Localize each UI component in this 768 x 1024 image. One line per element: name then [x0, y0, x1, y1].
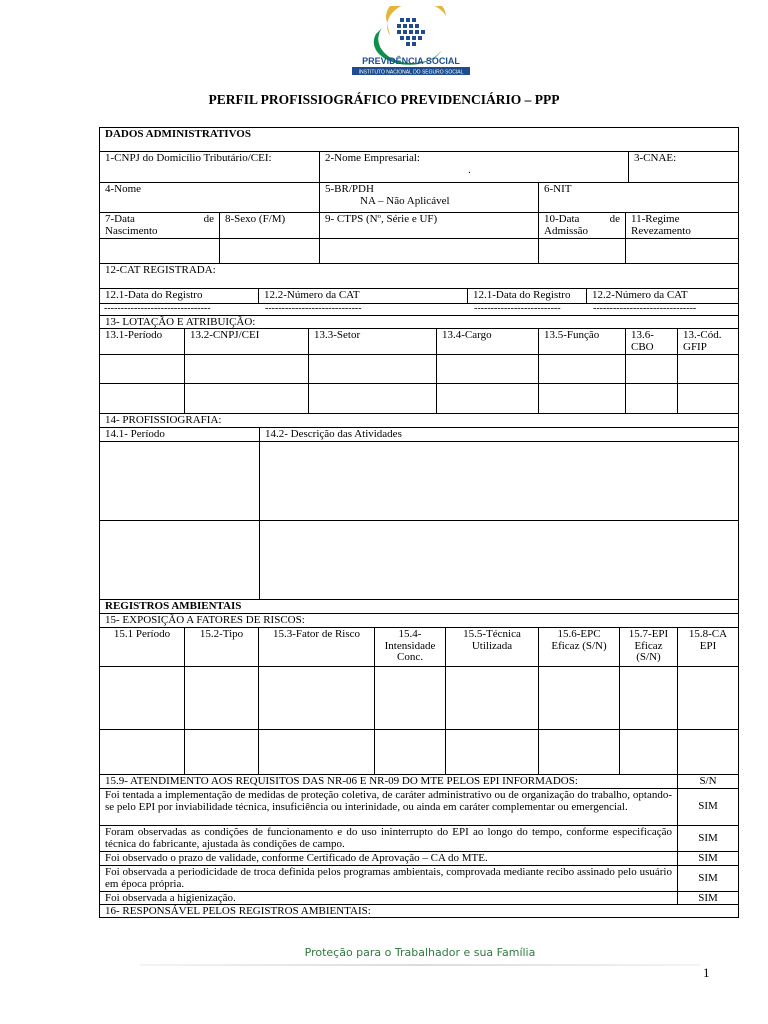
document-title: PERFIL PROFISSIOGRÁFICO PREVIDENCIÁRIO – PPP	[208, 92, 560, 107]
requirement-replacement-periodicity: Foi observada a periodicidade de troca definida pelos programas ambientais, comprovada mediante recibo assinado pelo usuário em época própria.	[99, 865, 678, 892]
lotacao-input-cell[interactable]	[308, 354, 437, 384]
lotacao-input-cell[interactable]	[436, 383, 539, 414]
br-pdh-label: 5-BR/PDH	[325, 183, 374, 195]
nit-label: 6-NIT	[544, 183, 572, 195]
epi-ca-label	[677, 627, 739, 667]
lotacao-cbo-label	[625, 328, 678, 355]
cat-number-label-1: 12.2-Número da CAT	[258, 288, 468, 304]
shift-regime-label-cell	[625, 212, 739, 239]
risk-factor-label: 15.3-Fator de Risco	[258, 627, 375, 667]
logo-emblem-icon	[346, 6, 476, 78]
epi-effective-label-a: 15.7-EPI	[628, 628, 669, 640]
lotacao-input-cell[interactable]	[99, 354, 185, 384]
page-number: 1	[703, 965, 710, 980]
lotacao-input-cell[interactable]	[436, 354, 539, 384]
lotacao-input-cell[interactable]	[677, 383, 739, 414]
birth-date-label-c: Nascimento	[105, 224, 158, 237]
requirement-answer-3[interactable]: SIM	[677, 851, 739, 866]
risk-input-cell[interactable]	[374, 729, 446, 775]
cat-number-blank-2: -------------------------------	[593, 303, 697, 314]
epi-ca-label-b: EPI	[699, 639, 717, 652]
admission-date-label-c: Admissão	[544, 224, 588, 237]
logo-main-text: PREVIDÊNCIA SOCIAL	[362, 56, 460, 66]
cat-date-blank-1: --------------------------------	[104, 303, 211, 314]
epi-effective-label	[619, 627, 678, 667]
lotacao-input-cell[interactable]	[625, 383, 678, 414]
ctps-label: 9- CTPS (Nº, Série e UF)	[325, 213, 438, 225]
ctps-input[interactable]	[319, 238, 539, 264]
cnae-label: 3-CNAE:	[634, 152, 677, 164]
previdencia-logo	[346, 6, 476, 78]
risk-input-cell[interactable]	[538, 666, 620, 730]
nit-field[interactable]	[538, 182, 739, 213]
birth-date-label-b: de	[203, 213, 214, 225]
lotacao-position-label: 13.4-Cargo	[436, 328, 539, 355]
activities-description-input[interactable]	[259, 441, 739, 521]
lotacao-gfip-label	[677, 328, 739, 355]
risk-input-cell[interactable]	[99, 666, 185, 730]
lotacao-gfip-label-a: 13.-Cód.	[683, 329, 722, 341]
epi-ca-label-a: 15.8-CA	[688, 628, 728, 640]
name-field[interactable]	[99, 182, 320, 213]
risk-input-cell[interactable]	[184, 729, 259, 775]
risk-input-cell[interactable]	[619, 729, 678, 775]
risk-technique-label	[445, 627, 539, 667]
cnpj-label: 1-CNPJ do Domicílio Tributário/CEI:	[105, 152, 272, 164]
epc-effective-label	[538, 627, 620, 667]
sn-column-label: S/N	[677, 774, 739, 789]
risk-period-label: 15.1 Período	[99, 627, 185, 667]
company-name-field[interactable]	[319, 151, 629, 183]
admin-section-header: DADOS ADMINISTRATIVOS	[99, 127, 739, 152]
risk-intensity-label	[374, 627, 446, 667]
requirement-answer-4[interactable]: SIM	[677, 865, 739, 892]
epc-effective-label-b: Eficaz (S/N)	[551, 639, 607, 652]
risk-input-cell[interactable]	[619, 666, 678, 730]
lotacao-cnpj-label: 13.2-CNPJ/CEI	[184, 328, 309, 355]
requirement-answer-5[interactable]: SIM	[677, 891, 739, 905]
risk-input-cell[interactable]	[445, 666, 539, 730]
risk-input-cell[interactable]	[99, 729, 185, 775]
risk-intensity-label-b: Intensidade	[384, 639, 436, 652]
activities-description-label: 14.2- Descrição das Atividades	[259, 427, 739, 442]
footer-slogan: Proteção para o Trabalhador e sua Família	[304, 946, 536, 959]
activities-description-input[interactable]	[259, 520, 739, 600]
br-pdh-field[interactable]	[319, 182, 539, 213]
lotacao-cbo-label-b: CBO	[631, 340, 654, 353]
requirement-operating-conditions: Foram observadas as condições de funcionamento e do uso ininterrupto do EPI ao longo do tempo, conforme especificação técnica do fabricante, ajustada às condições de campo.	[99, 825, 678, 852]
cnpj-field[interactable]	[99, 151, 320, 183]
environmental-section-header: REGISTROS AMBIENTAIS	[99, 599, 739, 614]
risk-intensity-label-c: Conc.	[397, 651, 423, 663]
risk-intensity-label-a: 15.4-	[398, 628, 422, 640]
birth-date-label-cell	[99, 212, 220, 239]
risk-input-cell[interactable]	[677, 729, 739, 775]
company-name-value: .	[468, 164, 471, 176]
lotacao-input-cell[interactable]	[184, 354, 309, 384]
risk-exposure-header: 15- EXPOSIÇÃO A FATORES DE RISCOS:	[99, 613, 739, 628]
shift-regime-label-a: 11-Regime	[631, 213, 680, 225]
logo-sub-text: INSTITUTO NACIONAL DO SEGURO SOCIAL	[358, 69, 464, 76]
sex-label: 8-Sexo (F/M)	[225, 213, 286, 225]
lotacao-gfip-label-b: GFIP	[683, 340, 707, 353]
lotacao-section-header: 13- LOTAÇÃO E ATRIBUIÇÃO:	[99, 315, 739, 329]
lotacao-period-label: 13.1-Período	[99, 328, 185, 355]
admission-date-label-a: 10-Data	[544, 213, 580, 225]
risk-technique-label-a: 15.5-Técnica	[463, 628, 521, 640]
birth-date-input[interactable]	[99, 238, 220, 264]
risk-input-cell[interactable]	[445, 729, 539, 775]
cat-registration-date-label-2: 12.1-Data do Registro	[467, 288, 587, 304]
profissiografia-period-input[interactable]	[99, 441, 260, 521]
risk-input-cell[interactable]	[374, 666, 446, 730]
name-label: 4-Nome	[105, 183, 142, 195]
lotacao-function-label: 13.5-Função	[538, 328, 626, 355]
epi-effective-label-c: (S/N)	[636, 651, 661, 663]
ctps-label-cell	[319, 212, 539, 239]
sex-input[interactable]	[219, 238, 320, 264]
admission-date-label-b: de	[609, 213, 620, 225]
ppp-form	[99, 127, 739, 918]
risk-technique-label-b: Utilizada	[471, 639, 513, 652]
lotacao-input-cell[interactable]	[538, 354, 626, 384]
sex-label-cell	[219, 212, 320, 239]
cnae-field[interactable]	[628, 151, 739, 183]
lotacao-input-cell[interactable]	[677, 354, 739, 384]
lotacao-input-cell[interactable]	[184, 383, 309, 414]
lotacao-input-cell[interactable]	[625, 354, 678, 384]
requirement-answer-2[interactable]: SIM	[677, 825, 739, 852]
lotacao-input-cell[interactable]	[308, 383, 437, 414]
shift-regime-label-b: Revezamento	[631, 224, 691, 237]
profissiografia-period-label: 14.1- Período	[99, 427, 260, 442]
risk-input-cell[interactable]	[677, 666, 739, 730]
risk-input-cell[interactable]	[184, 666, 259, 730]
lotacao-input-cell[interactable]	[538, 383, 626, 414]
epc-effective-label-a: 15.6-EPC	[557, 628, 601, 640]
birth-date-label-a: 7-Data	[105, 213, 135, 225]
cat-number-blank-1: -----------------------------	[265, 303, 362, 314]
epi-effective-label-b: Eficaz	[634, 639, 663, 652]
lotacao-cbo-label-a: 13.6-	[631, 329, 654, 341]
admission-date-label-cell	[538, 212, 626, 239]
cat-registration-date-label-1: 12.1-Data do Registro	[99, 288, 259, 304]
risk-input-cell[interactable]	[538, 729, 620, 775]
requirement-hygiene: Foi observada a higienização.	[99, 891, 678, 905]
requirement-collective-protection: Foi tentada a implementação de medidas de proteção coletiva, de caráter administrativo ou de organização do trabalho, optando-se pelo EPI por inviabilidade técnica, insuficiência ou interinidade, ou ainda em caráter complementar ou emergencial.	[99, 788, 678, 826]
profissiografia-period-input[interactable]	[99, 520, 260, 600]
cat-number-label-2: 12.2-Número da CAT	[586, 288, 739, 304]
risk-type-label: 15.2-Tipo	[184, 627, 259, 667]
requirement-answer-1[interactable]: SIM	[677, 788, 739, 826]
lotacao-sector-label: 13.3-Setor	[308, 328, 437, 355]
risk-input-cell[interactable]	[258, 729, 375, 775]
cat-section-header: 12-CAT REGISTRADA:	[99, 263, 739, 289]
risk-input-cell[interactable]	[258, 666, 375, 730]
profissiografia-section-header: 14- PROFISSIOGRAFIA:	[99, 413, 739, 428]
shift-regime-input[interactable]	[625, 238, 739, 264]
br-pdh-value: NA – Não Aplicável	[360, 194, 450, 207]
admission-date-input[interactable]	[538, 238, 626, 264]
company-name-label: 2-Nome Empresarial:	[325, 152, 420, 164]
lotacao-input-cell[interactable]	[99, 383, 185, 414]
footer-divider	[140, 964, 700, 966]
environmental-responsible-header: 16- RESPONSÁVEL PELOS REGISTROS AMBIENTAIS:	[99, 904, 739, 918]
requirement-validity: Foi observado o prazo de validade, conforme Certificado de Aprovação – CA do MTE.	[99, 851, 678, 866]
nr-requirements-header: 15.9- ATENDIMENTO AOS REQUISITOS DAS NR-06 E NR-09 DO MTE PELOS EPI INFORMADOS:	[99, 774, 678, 789]
cat-date-blank-2: --------------------------	[474, 303, 561, 314]
